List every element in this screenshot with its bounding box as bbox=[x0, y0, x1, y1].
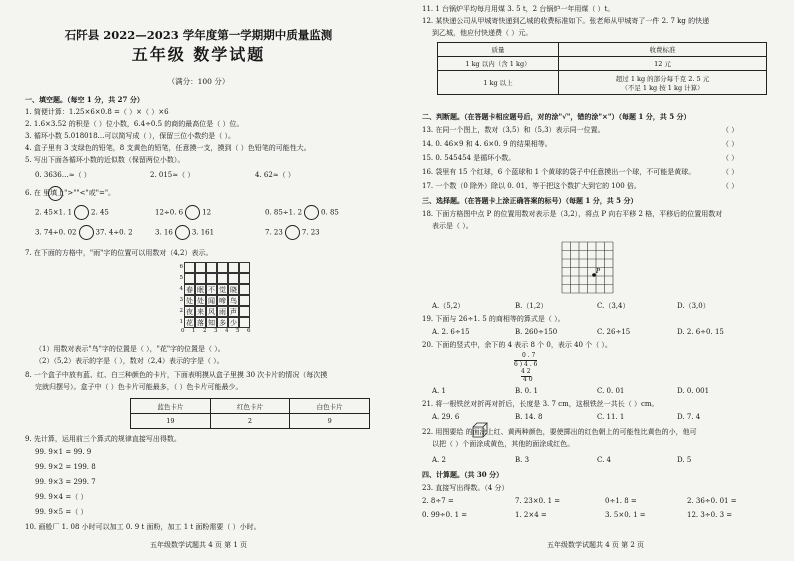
division-quotient: 0 . 7 bbox=[522, 352, 536, 359]
grid-cell: 觉 bbox=[219, 286, 226, 294]
card-header: 红色卡片 bbox=[210, 399, 290, 414]
calc-item: 0. 99÷0. 1 = bbox=[422, 511, 468, 519]
grid-cell bbox=[217, 262, 228, 273]
choice-option[interactable]: A. 29. 6 bbox=[432, 413, 460, 421]
pattern-line: 99. 9×1 = 99. 9 bbox=[35, 448, 92, 456]
grid-x-label: 4 bbox=[225, 328, 229, 334]
grid-cell bbox=[239, 284, 250, 295]
grid-cell: 处 bbox=[197, 297, 204, 305]
grid-cell: 春 bbox=[186, 286, 193, 294]
exam-page-2 bbox=[397, 0, 794, 561]
compare-item: 0. 85÷1. 2 0. 85 bbox=[265, 205, 339, 220]
question-5c: 4. 62≈（ ） bbox=[255, 171, 295, 179]
grid-cell: 眠 bbox=[197, 286, 204, 294]
card-value: 2 bbox=[210, 414, 290, 429]
choice-option[interactable]: B. 14. 8 bbox=[515, 413, 543, 421]
card-value: 19 bbox=[131, 414, 211, 429]
choice-option[interactable]: B. 260÷150 bbox=[515, 328, 558, 336]
fee-cell: 超过 1 kg 的部分每千克 2. 5 元 （不足 1 kg 按 1 kg 计算） bbox=[559, 71, 767, 95]
compare-item: 3. 74÷0. 02 37. 4÷0. 2 bbox=[35, 225, 133, 240]
question-21: 21. 将一根铁丝对折再对折后，长度是 3. 7 cm，这根铁丝一共长（ ）cm。 bbox=[422, 400, 659, 408]
judge-mark[interactable]: （ ） bbox=[722, 154, 739, 162]
question-5b: 2. 015≈（ ） bbox=[150, 171, 195, 179]
pattern-line: 99. 9×3 = 299. 7 bbox=[35, 478, 96, 486]
grid-cell bbox=[195, 273, 206, 284]
grid-cell: 花 bbox=[186, 319, 193, 327]
choice-option[interactable]: B.（1,2） bbox=[515, 302, 548, 310]
choice-option[interactable]: A. 2. 6÷15 bbox=[432, 328, 470, 336]
question-18-line1: 18. 下面方格图中点 P 的位置用数对表示是（3,2），将点 P 向右平移 2 格，平移后的位置用数对 bbox=[422, 210, 723, 218]
section-judge: 二、判断题。（在答题卡相应题号后，对的涂"√"，错的涂"×"）（每题 1 分，共 5 分） bbox=[422, 112, 691, 121]
calc-item: 3. 5×0. 1 = bbox=[605, 511, 646, 519]
choice-option[interactable]: D. 0. 001 bbox=[677, 387, 710, 395]
grid-cell bbox=[228, 273, 239, 284]
grid-cell: 声 bbox=[230, 308, 237, 316]
grid-cell: 处 bbox=[186, 297, 193, 305]
question-19: 19. 下面与 26÷1. 5 的商相等的算式是（ ）。 bbox=[422, 315, 565, 323]
question-8-line1: 8. 一个盒子中放有蓝、红、白三种颜色的卡片，下面表明摸从盒子里摸 30 次卡片的情况（每次摸 bbox=[25, 371, 328, 379]
grid-cell: 风 bbox=[208, 308, 215, 316]
question-2: 2. 1.6×3.52 的积是（ ）位小数，6.4÷0.5 的商的最高位是（ ）位。 bbox=[25, 120, 244, 128]
compare-circle[interactable] bbox=[79, 225, 94, 240]
grid-x-label: 6 bbox=[247, 328, 251, 334]
question-1: 1. 简便计算：1.25×6×0.8 =（ ）×（ ）×6 bbox=[25, 108, 169, 116]
grid-cell: 雨 bbox=[219, 308, 226, 316]
judge-16: 16. 袋里有 15 个红球，6 个蓝球和 1 个黄球的袋子中任意摸出一个球，不可能是黄球。 bbox=[422, 168, 696, 176]
fee-header: 质量 bbox=[438, 43, 559, 57]
compare-item: 12÷0. 6 12 bbox=[155, 205, 211, 220]
judge-14: 14. 0. 46×9 和 4. 6×0. 9 的结果相等。 bbox=[422, 140, 552, 148]
exam-title: 石阡县 2022—2023 学年度第一学期期中质量监测 bbox=[64, 28, 333, 42]
grid-cell bbox=[239, 262, 250, 273]
compare-circle[interactable] bbox=[175, 225, 190, 240]
choice-option[interactable]: D. 2. 6÷0. 15 bbox=[677, 328, 724, 336]
grid-cell bbox=[184, 262, 195, 273]
grid-y-label: 1 bbox=[179, 319, 183, 325]
section-choice: 三、选择题。（在答题卡上涂正确答案的标号）（每题 1 分，共 5 分） bbox=[422, 196, 638, 205]
grid-cell: 啼 bbox=[219, 297, 226, 305]
question-23: 23. 直接写出得数。（4 分） bbox=[422, 484, 509, 492]
judge-mark[interactable]: （ ） bbox=[722, 140, 739, 148]
section-calc: 四、计算题。（共 30 分） bbox=[422, 470, 504, 479]
judge-mark[interactable]: （ ） bbox=[722, 126, 739, 134]
fee-table bbox=[437, 42, 767, 95]
question-4: 4. 盒子里有 3 支绿色的铅笔，8 支黄色的铅笔，任意摸一支，摸到（ ）色铅笔的可能性大。 bbox=[25, 144, 311, 152]
question-6: 6. 在 里填上">""<"或"="。 bbox=[25, 189, 116, 197]
grid-x-label: 0 bbox=[181, 328, 185, 334]
question-5a: 0. 3636…≈（ ） bbox=[35, 171, 91, 179]
choice-option[interactable]: B. 0. 1 bbox=[515, 387, 538, 395]
grid-y-label: 6 bbox=[179, 264, 183, 270]
question-12-line1: 12. 某快递公司从甲城寄快递到乙城的收费标准如下。张老师从甲城寄了一件 2. 7 kg 的快递 bbox=[422, 17, 710, 25]
grid-x-label: 2 bbox=[203, 328, 207, 334]
grid-x-label: 1 bbox=[192, 328, 196, 334]
grid-cell bbox=[184, 273, 195, 284]
grid-cell: 落 bbox=[197, 319, 204, 327]
question-18-line2: 表示是（ ）。 bbox=[432, 222, 473, 230]
grid-cell: 少 bbox=[230, 319, 237, 327]
grid-cell bbox=[239, 306, 250, 317]
card-value: 9 bbox=[290, 414, 370, 429]
question-10: 10. 画般厂 1. 08 小时可以加工 0. 9 t 面粉，加工 1 t 面粉需要（ ）小时。 bbox=[25, 523, 261, 531]
judge-17: 17. 一个数（0 除外）除以 0. 01，等于把这个数扩大到它的 100 倍。 bbox=[422, 182, 641, 190]
choice-option[interactable]: C.（3,4） bbox=[597, 302, 630, 310]
section-fill-blank: 一、填空题。（每空 1 分，共 27 分） bbox=[25, 95, 144, 104]
calc-item: 2. 36÷0. 01 = bbox=[687, 497, 737, 505]
calc-item: 12. 3÷0. 3 = bbox=[687, 511, 733, 519]
coordinate-grid bbox=[557, 238, 627, 300]
grid-cell bbox=[206, 262, 217, 273]
card-header: 蓝色卡片 bbox=[131, 399, 211, 414]
grid-y-label: 5 bbox=[179, 275, 183, 281]
choice-option[interactable]: D.（3,0） bbox=[677, 302, 710, 310]
choice-option[interactable]: D. 7. 4 bbox=[677, 413, 701, 421]
grid-cell bbox=[217, 273, 228, 284]
grid-x-label: 3 bbox=[214, 328, 218, 334]
grid-cell bbox=[239, 317, 250, 328]
exam-subtitle: 五年级 数学试题 bbox=[131, 45, 266, 64]
question-12-line2: 到乙城，他应付快递费（ ）元。 bbox=[432, 29, 533, 37]
grid-cell: 多 bbox=[219, 319, 226, 327]
fee-cell: 1 kg 以内（含 1 kg） bbox=[438, 57, 559, 71]
choice-option[interactable]: B. 3 bbox=[515, 456, 530, 464]
cube-icon bbox=[471, 421, 489, 439]
poem-grid bbox=[175, 262, 258, 334]
fee-cell: 1 kg 以上 bbox=[438, 71, 559, 95]
grid-cell bbox=[195, 262, 206, 273]
compare-circle[interactable] bbox=[285, 225, 300, 240]
question-22-line2: 以把（ ）个面涂成黄色，其他的面涂成红色。 bbox=[432, 440, 575, 448]
question-20: 20. 下面的竖式中，余下的 4 表示 8 个 0，表示 40 个（ ）。 bbox=[422, 341, 612, 349]
grid-cell bbox=[239, 273, 250, 284]
grid-cell: 知 bbox=[208, 319, 215, 327]
division-step: 4 2 bbox=[521, 368, 531, 375]
choice-option[interactable]: A. 1 bbox=[432, 387, 446, 395]
grid-y-label: 2 bbox=[179, 308, 183, 314]
judge-13: 13. 在同一个图上，数对（3,5）和（5,3）表示同一位置。 bbox=[422, 126, 605, 134]
compare-item: 7. 23 7. 23 bbox=[265, 225, 320, 240]
judge-15: 15. 0. 545454 是循环小数。 bbox=[422, 154, 516, 162]
pattern-line: 99. 9×4 =（ ） bbox=[35, 493, 88, 501]
page-footer: 五年级数学试题共 4 页 第 2 页 bbox=[546, 541, 645, 549]
choice-option[interactable]: C. 4 bbox=[597, 456, 612, 464]
division-dividend: 6 ) 4 . 6 bbox=[514, 361, 538, 368]
question-7: 7. 在下面的方格中，"雨"字的位置可以用数对（4,2）表示。 bbox=[25, 249, 213, 257]
calc-item: 1. 2×4 = bbox=[515, 511, 547, 519]
judge-mark[interactable]: （ ） bbox=[722, 182, 739, 190]
grid-cell: 夜 bbox=[186, 308, 193, 316]
grid-cell bbox=[228, 262, 239, 273]
grid-cell bbox=[239, 295, 250, 306]
question-3: 3. 循环小数 5.018018…可以简写成（ ），保留三位小数约是（ ）。 bbox=[25, 132, 235, 140]
card-header: 白色卡片 bbox=[290, 399, 370, 414]
grid-x-label: 5 bbox=[236, 328, 240, 334]
question-5: 5. 写出下面各循环小数的近似数（保留两位小数）。 bbox=[25, 156, 185, 164]
fee-cell: 12 元 bbox=[559, 57, 767, 71]
grid-cell bbox=[206, 273, 217, 284]
grid-cell: 不 bbox=[208, 286, 215, 294]
grid-y-label: 3 bbox=[179, 297, 183, 303]
compare-circle[interactable] bbox=[185, 205, 200, 220]
grid-y-label: 4 bbox=[179, 286, 183, 292]
grid-cell: 晓 bbox=[230, 286, 237, 294]
question-11: 11. 1 台锅炉平均每月用煤 3. 5 t，2 台锅炉一年用煤（ ）t。 bbox=[422, 5, 615, 13]
compare-circle[interactable] bbox=[304, 205, 319, 220]
question-9: 9. 先计算，运用前三个算式的规律直接写出得数。 bbox=[25, 435, 181, 443]
fee-header: 收费标准 bbox=[559, 43, 767, 57]
grid-cell: 鸟 bbox=[230, 297, 237, 305]
choice-option[interactable]: C. 11. 1 bbox=[597, 413, 625, 421]
calc-item: 2. 8÷7 = bbox=[422, 497, 454, 505]
calc-item: 7. 23×0. 1 = bbox=[515, 497, 561, 505]
question-7-2: （2）（5,2）表示的字是（ ），数对（2,4）表示的字是（ ）。 bbox=[35, 357, 224, 365]
compare-item: 2. 45×1. 1 2. 45 bbox=[35, 205, 109, 220]
choice-option[interactable]: A. 2 bbox=[432, 456, 446, 464]
choice-option[interactable]: C. 26÷15 bbox=[597, 328, 631, 336]
point-p-label: P bbox=[596, 267, 601, 275]
page-footer: 五年级数学试题共 4 页 第 1 页 bbox=[149, 541, 248, 549]
choice-option[interactable]: C. 0. 01 bbox=[597, 387, 625, 395]
question-7-1: （1）用数对表示"鸟"字的位置是（ ），"花"字的位置是（ ）。 bbox=[35, 345, 225, 353]
choice-option[interactable]: D. 5 bbox=[677, 456, 692, 464]
grid-cell: 闻 bbox=[208, 297, 215, 305]
pattern-line: 99. 9×5 =（ ） bbox=[35, 508, 88, 516]
full-score: （满分：100 分） bbox=[167, 77, 230, 86]
judge-mark[interactable]: （ ） bbox=[722, 168, 739, 176]
compare-item: 3. 16 3. 161 bbox=[155, 225, 214, 240]
question-8-line2: 完就归摆号）。盒子中（ ）色卡片可能最多，（ ）色卡片可能最少。 bbox=[35, 383, 243, 391]
choice-option[interactable]: A.（5,2） bbox=[432, 302, 465, 310]
compare-circle[interactable] bbox=[74, 205, 89, 220]
compare-circle-sample bbox=[48, 186, 63, 201]
grid-cell: 来 bbox=[197, 308, 204, 316]
pattern-line: 99. 9×2 = 199. 8 bbox=[35, 463, 96, 471]
card-table bbox=[130, 398, 370, 429]
question-22-line1: 22. 用图要给 的面涂上红、黄两种颜色，要使掷出的红色朝上的可能性比黄色的小，他可 bbox=[422, 428, 697, 436]
division-remainder: 4 0 bbox=[523, 376, 533, 383]
calc-item: 0÷1. 8 = bbox=[605, 497, 637, 505]
